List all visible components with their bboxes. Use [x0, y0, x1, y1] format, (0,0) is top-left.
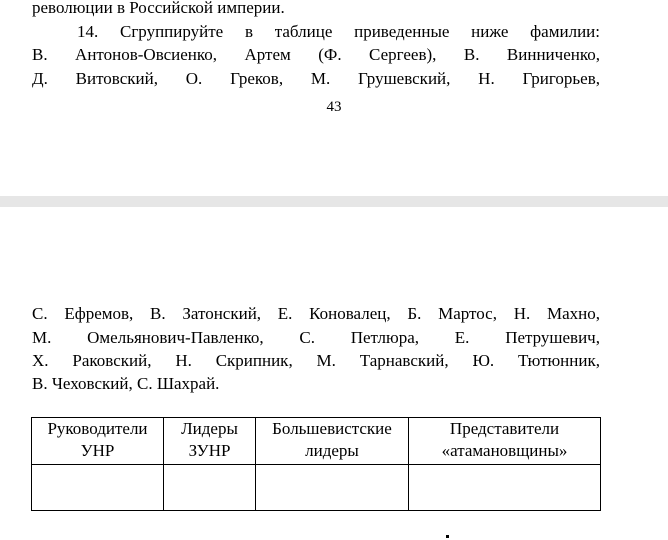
text-line-7: Х. Раковский, Н. Скрипник, М. Тарнавский, Ю. Тютюнник, [32, 351, 600, 370]
table-header-row [32, 418, 601, 465]
page-number: 43 [326, 99, 342, 115]
page-separator [0, 196, 668, 207]
task-14-heading: 14. Сгруппируйте в таблице приведенные ниже фамилии: [77, 22, 600, 41]
header-zunr-leaders: Лидеры ЗУНР [164, 418, 256, 465]
table-cell [164, 465, 256, 511]
stray-mark [446, 535, 449, 538]
text-line-8: В. Чеховский, С. Шахрай. [32, 374, 220, 393]
table-cell [256, 465, 409, 511]
text-line-6: М. Омельянович-Павленко, С. Петлюра, Е. Петрушевич, [32, 328, 600, 347]
header-bolshevik-leaders: Большевистские лидеры [256, 418, 409, 465]
grouping-table [31, 417, 601, 511]
header-unr-leaders: Руководители УНР [32, 418, 164, 465]
table-row [32, 465, 601, 511]
table-cell [409, 465, 601, 511]
text-line-4: Д. Витовский, О. Греков, М. Грушевский, Н. Григорьев, [32, 69, 600, 88]
header-atamanshchina: Представители «атамановщины» [409, 418, 601, 465]
table-cell [32, 465, 164, 511]
text-line-3: В. Антонов-Овсиенко, Артем (Ф. Сергеев), В. Винниченко, [32, 45, 600, 64]
text-line-1: революции в Российской империи. [32, 0, 285, 17]
text-line-5: С. Ефремов, В. Затонский, Е. Коновалец, Б. Мартос, Н. Махно, [32, 304, 600, 323]
